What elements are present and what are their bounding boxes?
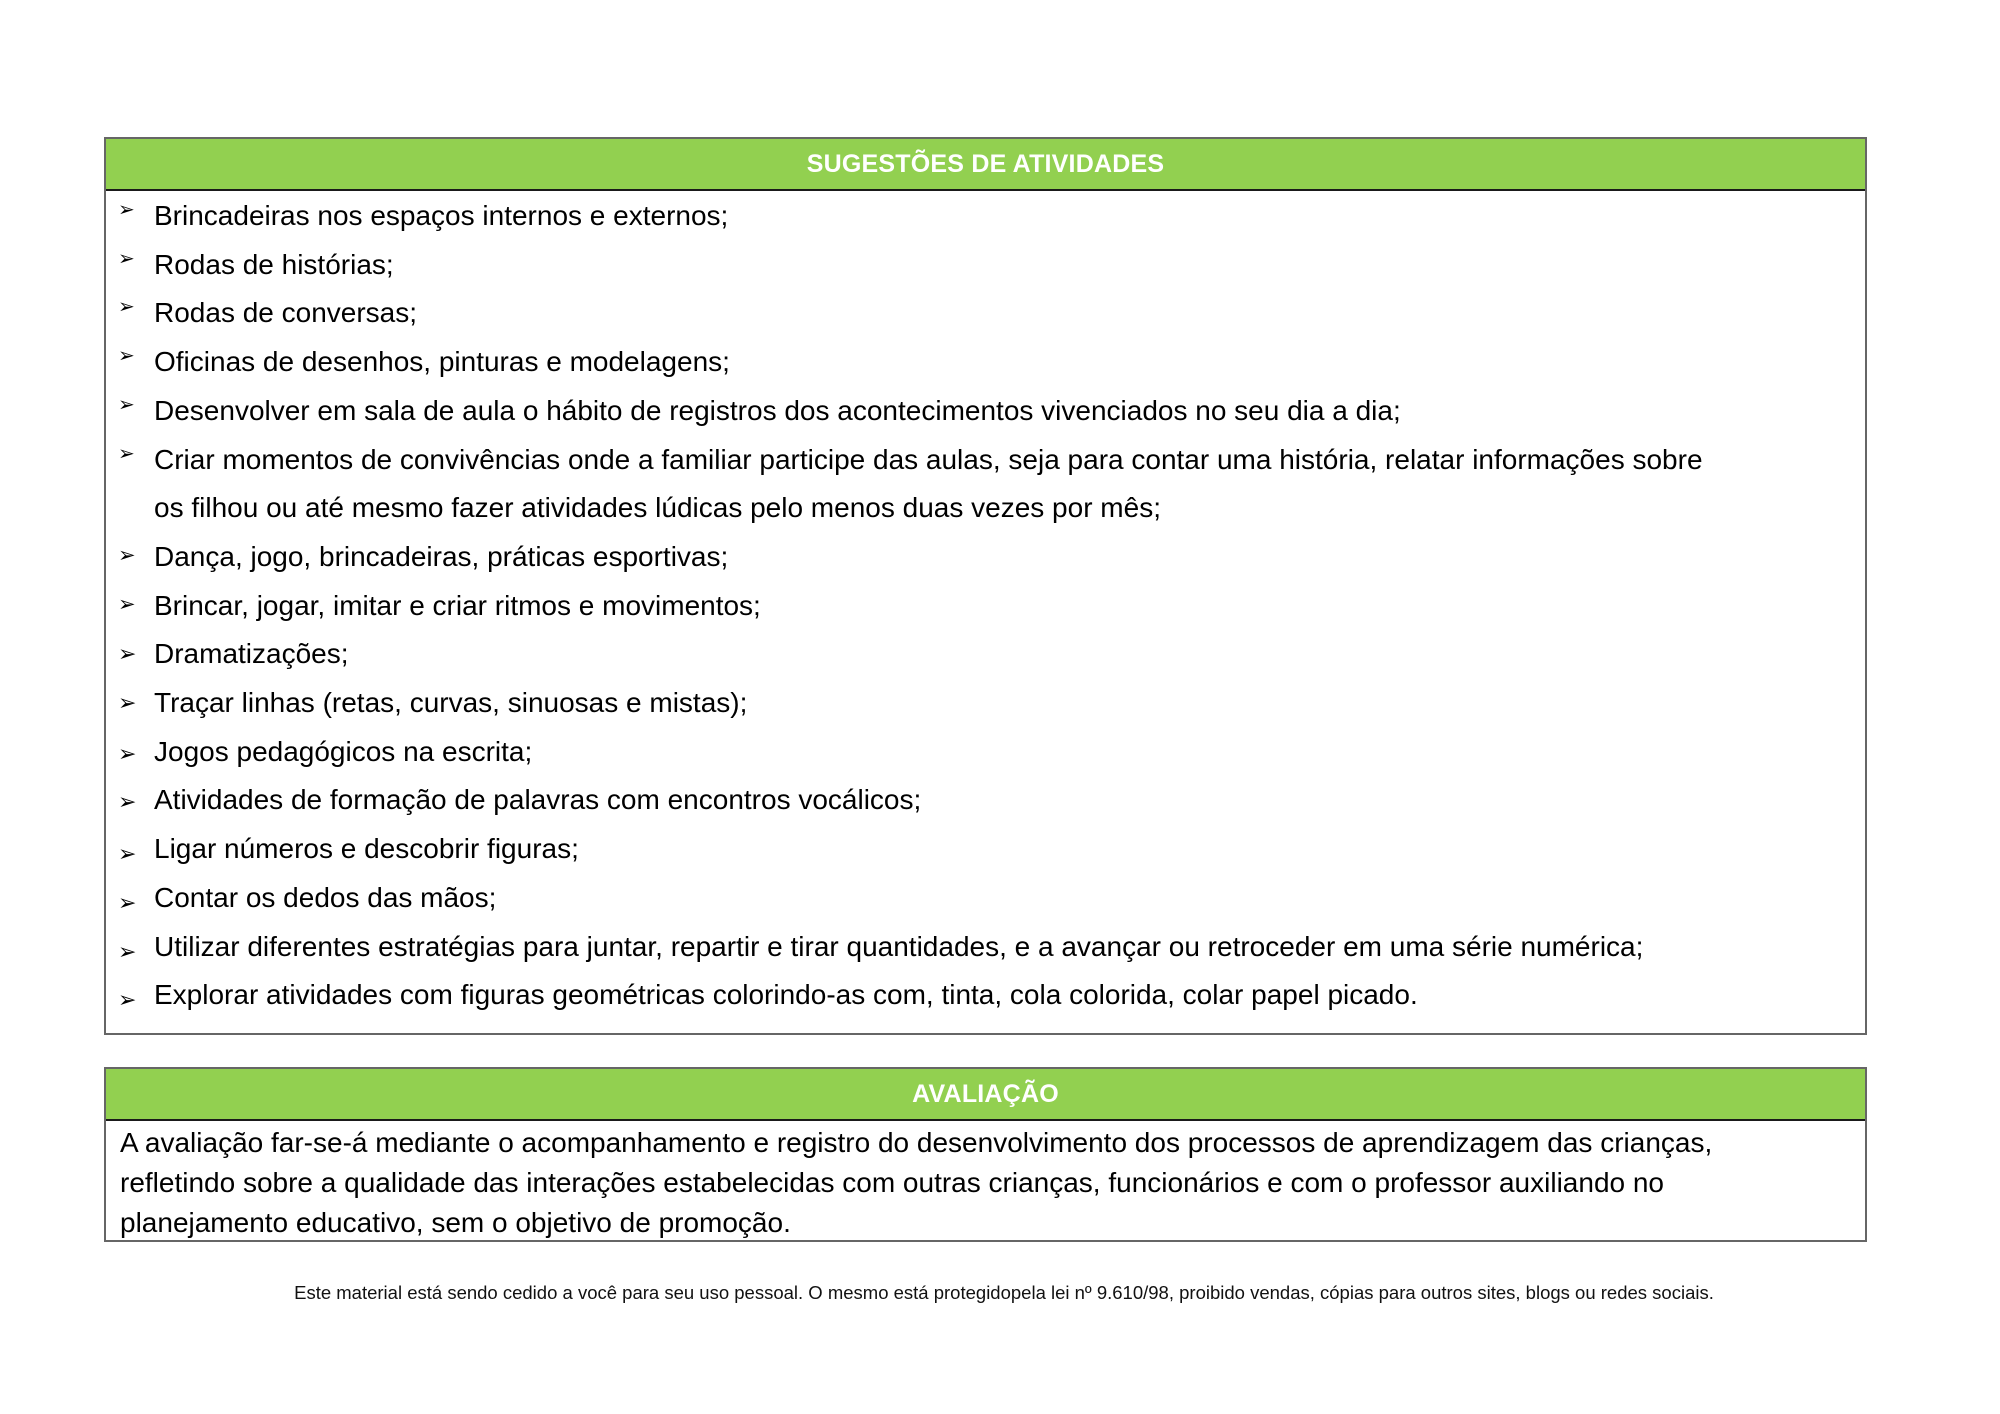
list-item bbox=[106, 241, 1865, 290]
list-item-text: Traçar linhas (retas, curvas, sinuosas e mistas); bbox=[154, 687, 748, 719]
list-item bbox=[106, 679, 1865, 728]
list-item bbox=[106, 192, 1865, 241]
activities-list bbox=[106, 192, 1865, 1020]
arrow-bullet-icon: ➢ bbox=[118, 245, 135, 270]
arrow-bullet-icon: ➢ bbox=[118, 842, 137, 868]
activities-title: SUGESTÕES DE ATIVIDADES bbox=[806, 149, 1165, 178]
list-item bbox=[106, 289, 1865, 338]
list-item bbox=[106, 582, 1865, 631]
evaluation-header bbox=[106, 1069, 1865, 1121]
list-item-text: Jogos pedagógicos na escrita; bbox=[154, 735, 533, 767]
list-item-text: Brincar, jogar, imitar e criar ritmos e movimentos; bbox=[154, 589, 761, 621]
list-item bbox=[106, 971, 1865, 1020]
evaluation-section bbox=[104, 1067, 1867, 1242]
list-item bbox=[106, 436, 1865, 533]
list-item bbox=[106, 338, 1865, 387]
arrow-bullet-icon: ➢ bbox=[118, 691, 137, 717]
list-item bbox=[106, 776, 1865, 825]
list-item bbox=[106, 533, 1865, 582]
arrow-bullet-icon: ➢ bbox=[118, 542, 136, 567]
activities-section bbox=[104, 137, 1867, 1035]
arrow-bullet-icon: ➢ bbox=[118, 790, 137, 816]
arrow-bullet-icon: ➢ bbox=[118, 890, 137, 916]
list-item bbox=[106, 874, 1865, 923]
list-item bbox=[106, 923, 1865, 972]
arrow-bullet-icon: ➢ bbox=[118, 343, 135, 368]
list-item-text: Explorar atividades com figuras geométricas colorindo-as com, tinta, cola colorida, colar papel picado. bbox=[154, 979, 1418, 1011]
copyright-notice: Este material está sendo cedido a você para seu uso pessoal. O mesmo está protegidopela lei nº 9.610/98, proibido vendas, cópias para outros sites, blogs ou redes sociais. bbox=[294, 1282, 1714, 1303]
list-item-text: Dramatizações; bbox=[154, 638, 349, 670]
arrow-bullet-icon: ➢ bbox=[118, 197, 135, 221]
arrow-bullet-icon: ➢ bbox=[118, 440, 135, 465]
evaluation-title: AVALIAÇÃO bbox=[912, 1079, 1059, 1108]
arrow-bullet-icon: ➢ bbox=[118, 391, 135, 416]
arrow-bullet-icon: ➢ bbox=[118, 741, 137, 767]
arrow-bullet-icon: ➢ bbox=[118, 591, 136, 616]
arrow-bullet-icon: ➢ bbox=[118, 939, 137, 965]
list-item-text: Rodas de histórias; bbox=[154, 248, 394, 280]
list-item bbox=[106, 728, 1865, 777]
list-item bbox=[106, 825, 1865, 874]
arrow-bullet-icon: ➢ bbox=[118, 294, 135, 319]
evaluation-text: A avaliação far-se-á mediante o acompanhamento e registro do desenvolvimento dos processos de aprendizagem das crianças, refletindo sobre a qualidade das interações estabelecidas com outras crianças, funcionários e com o professor auxiliando no planejamento educativo, sem o objetivo de promoção. bbox=[120, 1127, 1713, 1238]
list-item-text: Rodas de conversas; bbox=[154, 297, 418, 329]
activities-header bbox=[106, 139, 1865, 191]
list-item-text: Utilizar diferentes estratégias para juntar, repartir e tirar quantidades, e a avançar ou retroceder em uma série numérica; bbox=[154, 930, 1644, 962]
arrow-bullet-icon: ➢ bbox=[118, 642, 137, 668]
list-item-text: Atividades de formação de palavras com encontros vocálicos; bbox=[154, 784, 922, 816]
list-item-text: Brincadeiras nos espaços internos e externos; bbox=[154, 200, 729, 231]
list-item-text: Contar os dedos das mãos; bbox=[154, 881, 497, 913]
list-item-text: Ligar números e descobrir figuras; bbox=[154, 833, 579, 865]
arrow-bullet-icon: ➢ bbox=[118, 988, 137, 1014]
list-item-text: Dança, jogo, brincadeiras, práticas esportivas; bbox=[154, 540, 729, 572]
list-item bbox=[106, 387, 1865, 436]
list-item-text: Oficinas de desenhos, pinturas e modelagens; bbox=[154, 346, 730, 378]
list-item bbox=[106, 630, 1865, 679]
list-item-text: Desenvolver em sala de aula o hábito de registros dos acontecimentos vivenciados no seu dia a dia; bbox=[154, 394, 1401, 426]
list-item-text: Criar momentos de convivências onde a familiar participe das aulas, seja para contar uma história, relatar informações sobre os filhou ou até mesmo fazer atividades lúdicas pelo menos duas vezes por mês; bbox=[154, 443, 1703, 524]
